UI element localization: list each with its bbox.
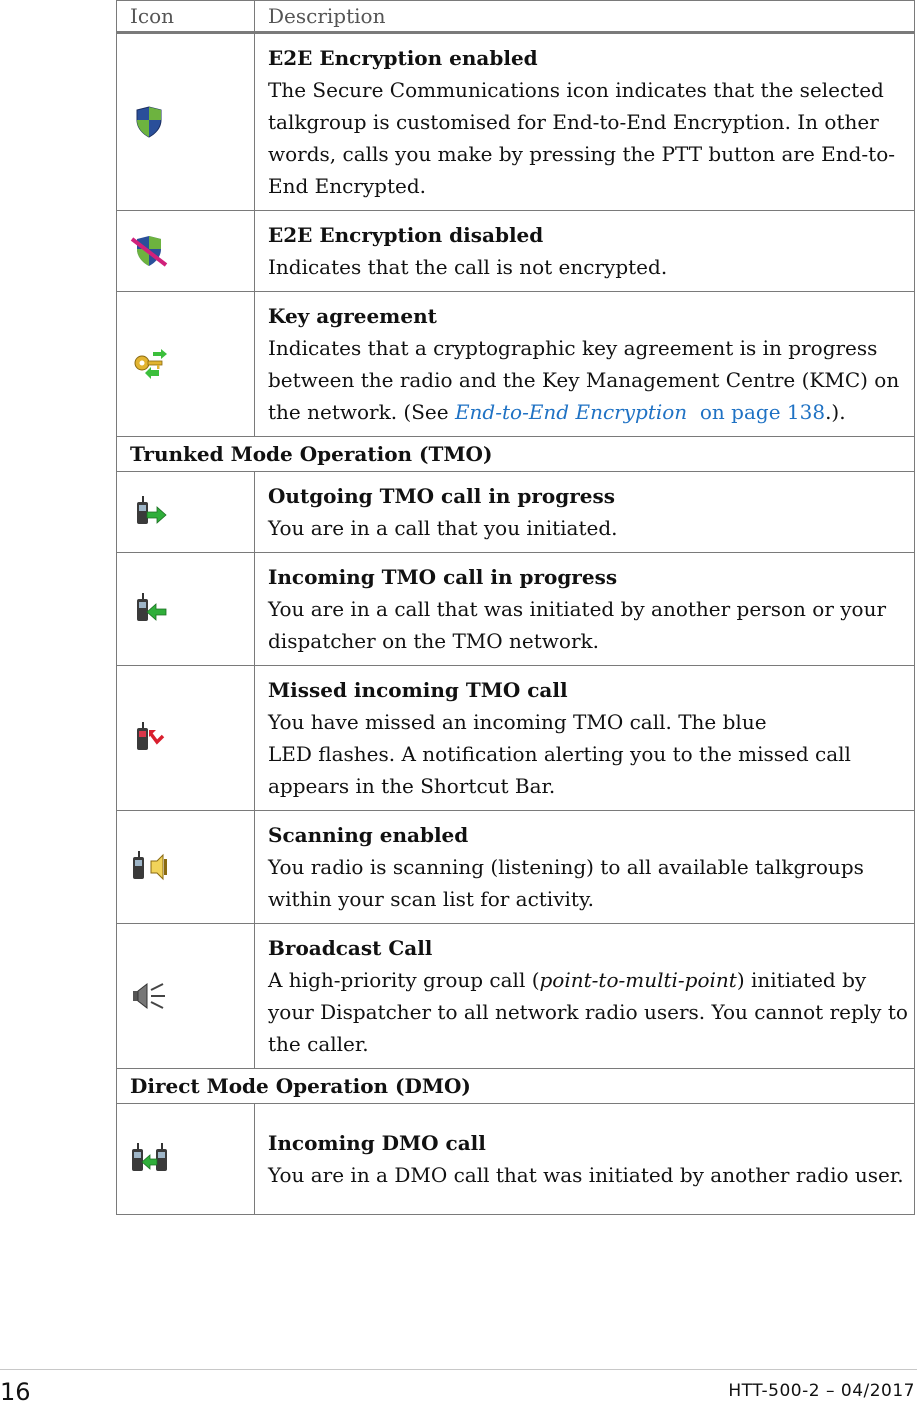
row-description: Indicates that the call is not encrypted. [268,255,668,279]
section-row [117,1069,915,1104]
row-title: Incoming TMO call in progress [268,565,618,589]
header-icon: Icon [117,1,255,33]
incoming-dmo-call-icon [129,1143,169,1175]
table-row [117,33,915,211]
footer-divider [0,1369,917,1370]
row-description-italic: point-to-multi-point [539,968,737,992]
table-row [117,472,915,553]
document-id: HTT-500-2 – 04/2017 [728,1381,915,1401]
row-description-end: .). [825,400,846,424]
header-description: Description [255,1,915,33]
section-heading: Trunked Mode Operation (TMO) [117,437,915,472]
scanning-icon [129,851,169,883]
row-title: Incoming DMO call [268,1131,486,1155]
outgoing-call-icon [129,496,169,528]
table-row [117,1104,915,1215]
table-row [117,666,915,811]
page-number: 16 [0,1378,31,1406]
section-heading: Direct Mode Operation (DMO) [117,1069,915,1104]
table-row [117,553,915,666]
row-description: A high-priority group call ( [268,968,540,992]
row-description-line-1: You have missed an incoming TMO call. The blue [268,710,767,734]
broadcast-icon [129,980,169,1012]
table-header-row [117,1,915,33]
row-description: You are in a DMO call that was initiated by another radio user. [268,1163,904,1187]
row-description: You radio is scanning (listening) to all available talkgroups within your scan list for activity. [268,855,864,911]
shield-icon [129,106,169,138]
row-description: You are in a call that was initiated by another person or your dispatcher on the TMO network. [268,597,887,653]
row-description-end: ) initiated by your Dispatcher to all network radio users. You cannot reply to the caller. [268,968,908,1056]
shield-crossed-icon [129,235,169,267]
row-description: The Secure Communications icon indicates that the selected talkgroup is customised for End-to-End Encryption. In other words, calls you make by pressing the PTT button are End-to-End Encrypted. [268,78,896,198]
cross-reference-link[interactable]: End-to-End Encryption [454,400,688,424]
table-row [117,211,915,292]
row-description: You are in a call that you initiated. [268,516,618,540]
incoming-call-icon [129,593,169,625]
section-row [117,437,915,472]
row-title: E2E Encryption enabled [268,46,538,70]
missed-call-icon [129,722,169,754]
page-reference-link[interactable]: on page 138 [699,400,826,424]
key-agreement-icon [129,348,169,380]
row-title: Outgoing TMO call in progress [268,484,616,508]
row-title: Key agreement [268,304,437,328]
row-title: Scanning enabled [268,823,469,847]
table-row [117,811,915,924]
table-row [117,924,915,1069]
row-title: Broadcast Call [268,936,433,960]
table-row [117,292,915,437]
icon-table [116,0,915,1215]
row-description-line-2: LED flashes. A notification alerting you to the missed call appears in the Shortcut Bar. [268,742,851,798]
row-description: Indicates that a cryptographic key agreement is in progress between the radio and the Key Management Centre (KMC) on the network. (See [268,336,900,424]
row-title: Missed incoming TMO call [268,678,568,702]
row-title: E2E Encryption disabled [268,223,544,247]
